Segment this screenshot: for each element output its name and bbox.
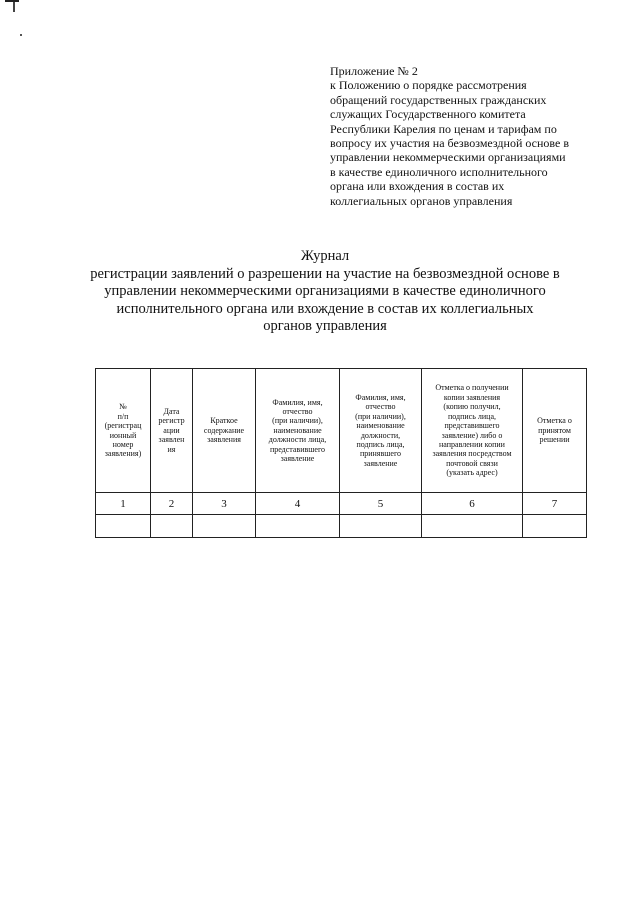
column-number: 3 [193,493,256,515]
appendix-note [330,64,600,208]
table-row [96,515,587,538]
empty-cell [193,515,256,538]
column-number: 7 [523,493,587,515]
table-header-row [96,369,587,493]
column-number: 1 [96,493,151,515]
header-cell-submitter: Фамилия, имя, отчество (при наличии), наименование должности лица, представившего заявление [256,369,340,493]
journal-subtitle-line: управлении некоммерческими организациями в качестве единоличного [104,283,546,300]
header-cell-reg-number: № п/п (регистрац ионный номер заявления) [96,369,151,493]
empty-cell [523,515,587,538]
appendix-line: коллегиальных органов управления [330,193,513,208]
journal-title: Журнал [300,248,350,264]
table-number-row [96,493,587,515]
empty-cell [96,515,151,538]
empty-cell [422,515,523,538]
appendix-line: в качестве единоличного исполнительного [330,164,548,179]
empty-cell [151,515,193,538]
header-cell-summary: Краткое содержание заявления [193,369,256,493]
scan-speck [20,34,22,36]
column-number: 5 [340,493,422,515]
scan-artifact [3,0,21,22]
journal-heading [60,248,590,336]
appendix-line: вопросу их участия на безвозмездной основе в [330,136,570,151]
appendix-line: к Положению о порядке рассмотрения [330,78,527,93]
journal-subtitle-line: органов управления [263,318,387,335]
appendix-line: обращений государственных гражданских [330,92,547,107]
journal-table [95,368,587,538]
column-number: 4 [256,493,340,515]
empty-cell [256,515,340,538]
appendix-line: служащих Государственного комитета [330,107,526,122]
header-cell-receiver: Фамилия, имя, отчество (при наличии), наименование должности, подпись лица, принявшего заявление [340,369,422,493]
appendix-line: Республики Карелия по ценам и тарифам по [330,121,557,136]
journal-subtitle-line: исполнительного органа или вхождение в состав их коллегиальных [116,300,534,317]
header-cell-decision: Отметка о принятом решении [523,369,587,493]
column-number: 2 [151,493,193,515]
appendix-line: Приложение № 2 [330,64,418,78]
appendix-line: органа или вхождения в состав их [330,179,505,194]
journal-subtitle-line: регистрации заявлений о разрешении на участие на безвозмездной основе в [90,265,560,282]
empty-cell [340,515,422,538]
appendix-line: управлении некоммерческими организациями [330,150,566,165]
header-cell-reg-date: Дата регистр ации заявлен ия [151,369,193,493]
header-cell-copy-receipt: Отметка о получении копии заявления (копию получил, подпись лица, представившего заявление) либо о направлении копии заявления посредством почтовой связи (указать адрес) [422,369,523,493]
column-number: 6 [422,493,523,515]
